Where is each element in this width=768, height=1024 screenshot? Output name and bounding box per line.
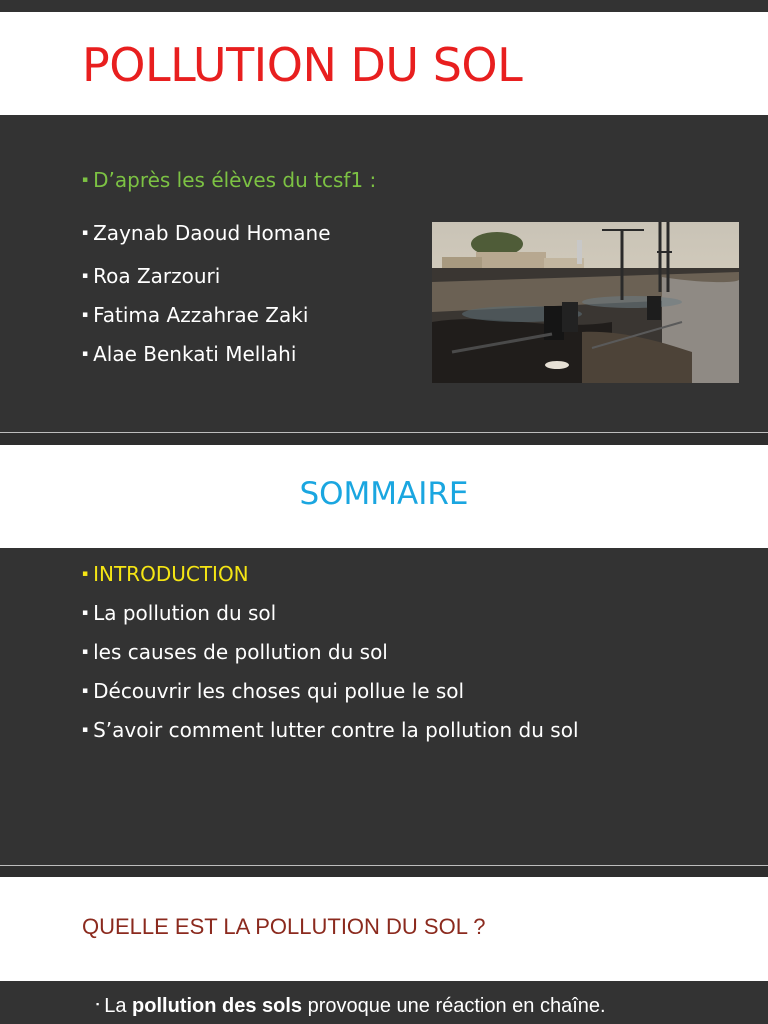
text-bold: pollution des sols bbox=[132, 995, 303, 1017]
slide1-intro: ▪ D’après les élèves du tcsf1 : bbox=[82, 168, 376, 192]
summary-item: ▪ La pollution du sol bbox=[82, 601, 276, 625]
student-name: ▪ Zaynab Daoud Homane bbox=[82, 221, 331, 245]
slide-divider bbox=[0, 865, 768, 866]
summary-item: ▪ Découvrir les choses qui pollue le sol bbox=[82, 679, 464, 703]
slide1-title: POLLUTION DU SOL bbox=[82, 38, 523, 92]
student-name: ▪ Alae Benkati Mellahi bbox=[82, 342, 296, 366]
text-post: provoque une réaction en chaîne. bbox=[302, 995, 606, 1017]
student-name: ▪ Fatima Azzahrae Zaki bbox=[82, 303, 308, 327]
slide3-paragraph bbox=[96, 995, 606, 1018]
student-name: ▪ Roa Zarzouri bbox=[82, 264, 220, 288]
top-edge bbox=[0, 0, 768, 12]
summary-item: ▪ INTRODUCTION bbox=[82, 562, 249, 586]
slide3-title: QUELLE EST LA POLLUTION DU SOL ? bbox=[82, 914, 486, 939]
slide2-title: SOMMAIRE bbox=[299, 476, 469, 512]
text-pre: La bbox=[104, 995, 133, 1017]
summary-item: ▪ S’avoir comment lutter contre la pollution du sol bbox=[82, 718, 579, 742]
slide2-body bbox=[0, 548, 768, 865]
polluted-soil-photo bbox=[432, 222, 739, 383]
summary-item: ▪ les causes de pollution du sol bbox=[82, 640, 388, 664]
slide-divider bbox=[0, 432, 768, 433]
